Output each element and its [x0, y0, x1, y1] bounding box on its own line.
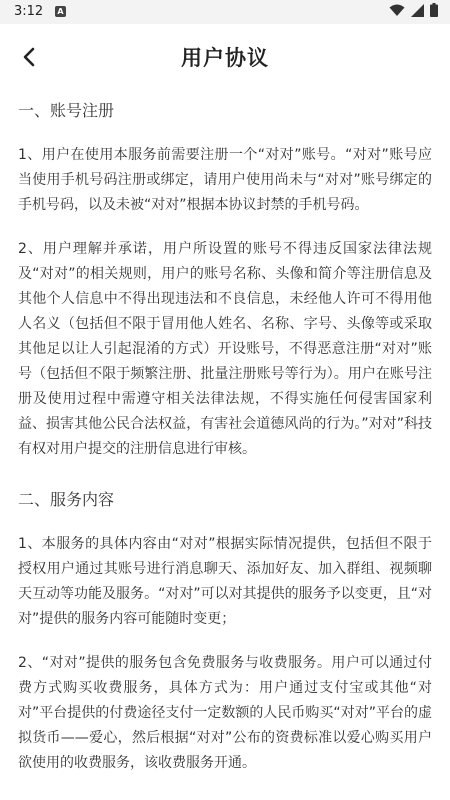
page-title: 用户协议 [181, 46, 269, 70]
paragraph: 2、用户理解并承诺，用户所设置的账号不得违反国家法律法规及“对对”的相关规则，用户的账号名称、头像和简介等注册信息及其他个人信息中不得出现违法和不良信息，未经他人许可不得用他人名义（包括但不限于冒用他人姓名、名称、字号、头像等或采取其他足以让人引起混淆的方式）开设账号，不得恶意注册“对对”账号（包括但不限于频繁注册、批量注册账号等行为）。用户在账号注册及使用过程中需遵守相关法律法规，不得实施任何侵害国家利益、损害其他公民合法权益，有害社会道德风尚的行为。”对对”科技有权对用户提交的注册信息进行审核。 [18, 241, 432, 457]
status-bar [0, 0, 450, 24]
wifi-icon [389, 4, 405, 21]
agreement-content[interactable] [0, 90, 450, 800]
paragraph: 1、本服务的具体内容由“对对”根据实际情况提供，包括但不限于授权用户通过其账号进行消息聊天、添加好友、加入群组、视频聊天互动等功能及服务。“对对”可以对其提供的服务予以变更，且“对对”提供的服务内容可能随时变更； [18, 536, 432, 627]
signal-icon [411, 4, 424, 21]
paragraph: 1、用户在使用本服务前需要注册一个“对对”账号。“对对”账号应当使用手机号码注册或绑定，请用户使用尚未与“对对”账号绑定的手机号码，以及未被“对对”根据本协议封禁的手机号码。 [18, 147, 432, 213]
status-time: 3:12 [14, 4, 44, 19]
battery-icon [430, 3, 438, 21]
paragraph: 2、“对对”提供的服务包含免费服务与收费服务。用户可以通过付费方式购买收费服务，具体方式为：用户通过支付宝或其他“对对”平台提供的付费途径支付一定数额的人民币购买“对对”平台的虚拟货币——爱心，然后根据“对对”公布的资费标准以爱心购买用户欲使用的收费服务，该收费服务开通。 [18, 655, 432, 771]
header [0, 24, 450, 90]
a-icon: A [55, 6, 66, 17]
section-title-service-content: 二、服务内容 [18, 490, 115, 509]
section-title-account-registration: 一、账号注册 [18, 101, 115, 120]
status-icons [389, 5, 438, 19]
